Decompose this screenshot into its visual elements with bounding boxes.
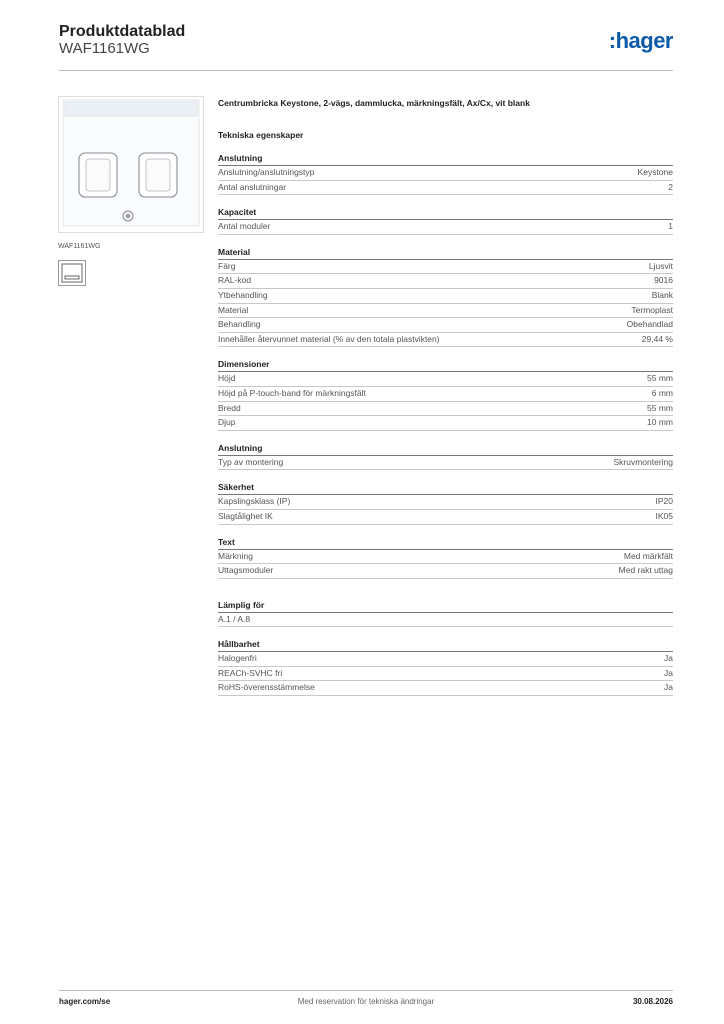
document-title: Produktdatablad — [59, 23, 186, 40]
spec-label: Typ av montering — [218, 456, 284, 467]
spec-value: Med märkfält — [623, 550, 673, 561]
product-description: Centrumbricka Keystone, 2-vägs, dammlucka, märkningsfält, Ax/Cx, vit blank — [218, 98, 530, 108]
page-header — [59, 20, 673, 71]
spec-label: Slagtålighet IK — [218, 510, 273, 521]
spec-value: Ja — [664, 653, 673, 664]
spec-label: Behandling — [218, 319, 261, 330]
spec-value: IK05 — [655, 510, 673, 521]
spec-label: Anslutning/anslutningstyp — [218, 167, 315, 177]
section-title: Hållbarhet — [218, 638, 673, 652]
spec-label: Kapslingsklass (IP) — [218, 496, 291, 507]
spec-value: 55 mm — [647, 373, 673, 384]
spec-value: Keystone — [637, 167, 673, 177]
spec-value: Ja — [664, 667, 673, 678]
product-image-column — [58, 96, 204, 286]
spec-row — [218, 289, 673, 304]
spec-column — [218, 96, 673, 696]
spec-section — [218, 638, 673, 696]
spec-section — [218, 206, 673, 235]
spec-section — [218, 152, 673, 195]
spec-sections — [218, 152, 673, 696]
spec-row — [218, 402, 673, 417]
spec-value: Ja — [664, 682, 673, 693]
spec-row — [218, 304, 673, 319]
spec-section — [218, 599, 673, 628]
spec-label: Innehåller återvunnet material (% av den totala plastvikten) — [218, 333, 440, 344]
product-thumbnail[interactable] — [58, 260, 86, 286]
spec-value: 6 mm — [651, 387, 673, 398]
spec-row — [218, 456, 673, 471]
section-title: Text — [218, 536, 673, 550]
section-title: Dimensioner — [218, 358, 673, 372]
spec-row — [218, 260, 673, 275]
spec-value: Skruvmontering — [613, 456, 673, 467]
spec-value: 55 mm — [647, 402, 673, 413]
spec-value: IP20 — [655, 496, 673, 507]
spec-label: Halogenfri — [218, 653, 257, 664]
spec-row — [218, 613, 673, 628]
image-caption: WAF1161WG — [58, 243, 101, 250]
spec-label: Höjd på P-touch-band för märkningsfält — [218, 387, 366, 398]
spec-label: A.1 / A.8 — [218, 613, 251, 624]
spec-value: 1 — [668, 221, 673, 232]
spec-row — [218, 372, 673, 387]
section-title: Lämplig för — [218, 599, 673, 613]
spec-section — [218, 481, 673, 524]
spec-label: Bredd — [218, 402, 241, 413]
spec-value: 29,44 % — [641, 333, 673, 344]
spec-row — [218, 510, 673, 525]
spec-value: Obehandlad — [626, 319, 673, 330]
spec-row — [218, 274, 673, 289]
spec-value: Med rakt uttag — [618, 565, 673, 576]
spec-label: Höjd — [218, 373, 236, 384]
spec-label: Färg — [218, 260, 236, 271]
spec-section — [218, 246, 673, 348]
spec-label: Material — [218, 304, 249, 315]
tech-heading: Tekniska egenskaper — [218, 130, 304, 140]
spec-value: 9016 — [654, 275, 673, 286]
spec-row — [218, 652, 673, 667]
spec-value: Termoplast — [631, 304, 673, 315]
hager-logo — [593, 28, 673, 54]
spec-label: Antal anslutningar — [218, 181, 287, 192]
spec-section — [218, 358, 673, 430]
spec-row — [218, 333, 673, 348]
spec-label: Märkning — [218, 550, 253, 561]
document-subtitle: WAF1161WG — [59, 40, 150, 57]
spec-value: Blank — [651, 289, 673, 300]
spec-row — [218, 564, 673, 579]
footer-date: 30.08.2026 — [632, 997, 673, 1006]
spec-section — [218, 536, 673, 579]
section-title: Anslutning — [218, 442, 673, 456]
svg-text::hager: :hager — [608, 28, 673, 53]
spec-value: 2 — [668, 181, 673, 192]
section-title: Anslutning — [218, 152, 673, 166]
spec-value: Ljusvit — [648, 260, 673, 271]
spec-row — [218, 681, 673, 696]
spec-label: Ytbehandling — [218, 289, 268, 300]
spec-section — [218, 442, 673, 471]
spec-label: Djup — [218, 417, 236, 428]
spec-row — [218, 318, 673, 333]
keystone-plate-illustration — [59, 97, 203, 232]
section-title: Kapacitet — [218, 206, 673, 220]
section-title: Material — [218, 246, 673, 260]
section-title: Säkerhet — [218, 481, 673, 495]
thumbnail-icon — [59, 261, 85, 285]
spec-label: REACh-SVHC fri — [218, 667, 283, 678]
spec-label: Uttagsmoduler — [218, 565, 274, 576]
spec-row — [218, 667, 673, 682]
footer-website[interactable]: hager.com/se — [59, 997, 111, 1006]
spec-value: 10 mm — [647, 417, 673, 428]
spec-label: RoHS-överensstämmelse — [218, 682, 315, 693]
spec-row — [218, 495, 673, 510]
spec-label: Antal moduler — [218, 221, 271, 232]
spec-row — [218, 166, 673, 181]
product-image — [58, 96, 204, 233]
footer-disclaimer: Med reservation för tekniska ändringar — [297, 997, 435, 1006]
spec-row — [218, 387, 673, 402]
spec-row — [218, 550, 673, 565]
spec-row — [218, 181, 673, 196]
spec-row — [218, 220, 673, 235]
page-footer — [59, 990, 673, 1010]
spec-row — [218, 416, 673, 431]
spec-label: RAL-kod — [218, 275, 252, 286]
